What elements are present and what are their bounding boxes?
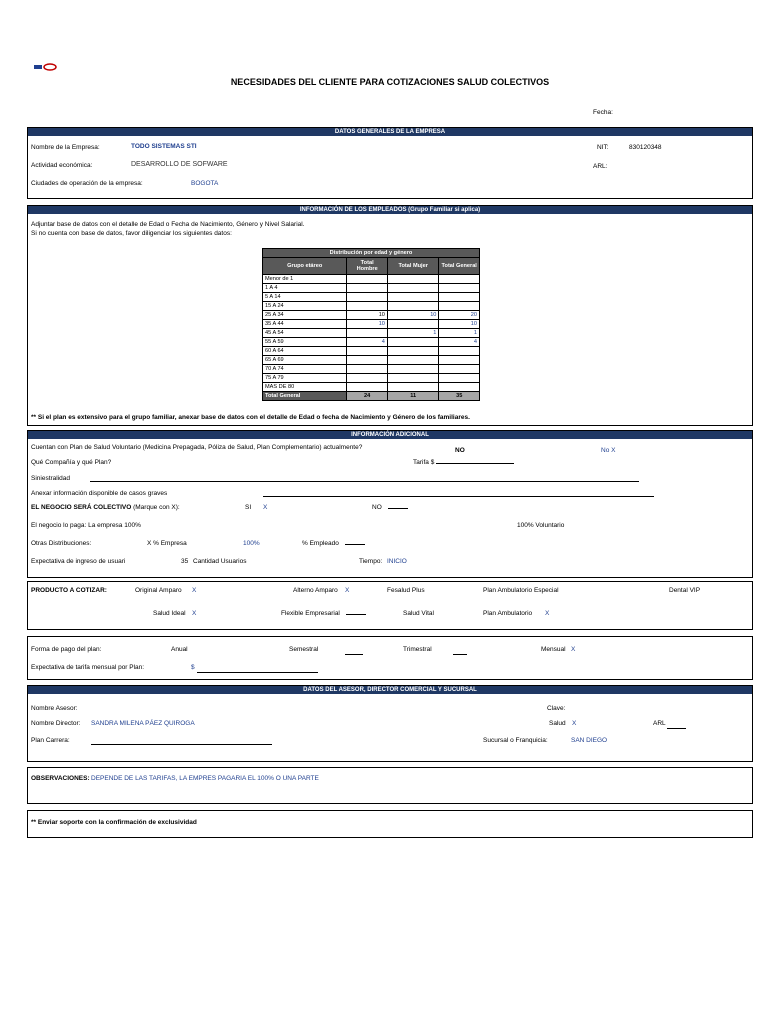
- table-row: [263, 383, 480, 392]
- observaciones-label: OBSERVACIONES:: [31, 775, 90, 782]
- asesor-header: DATOS DEL ASESOR, DIRECTOR COMERCIAL Y SUCURSAL: [28, 686, 752, 694]
- cantidad-label: Cantidad Usuarios: [193, 558, 247, 565]
- mujer-cell[interactable]: [387, 374, 439, 383]
- ciudades-label: Ciudades de operación de la empresa:: [31, 180, 143, 187]
- si-label: SI: [245, 504, 252, 511]
- grupo-cell: 25 A 34: [263, 311, 347, 320]
- col-grupo: Grupo etáreo: [263, 258, 347, 275]
- no2-label: NO: [372, 504, 382, 511]
- trimestral-label: Trimestral: [403, 646, 432, 653]
- hombre-cell[interactable]: [347, 284, 388, 293]
- asesor-section: [27, 685, 753, 762]
- sucursal-value[interactable]: SAN DIEGO: [571, 737, 608, 744]
- anexar-label: Anexar información disponible de casos graves: [31, 490, 168, 497]
- nit-value[interactable]: 830120348: [629, 144, 662, 151]
- empresa-nombre-value[interactable]: TODO SISTEMAS STI: [131, 143, 197, 150]
- plan-carrera-field[interactable]: [91, 744, 272, 745]
- pct-empleado-field[interactable]: [345, 544, 365, 545]
- anexar-field[interactable]: [263, 496, 654, 497]
- plan-question: Cuentan con Plan de Salud Voluntario (Medicina Prepagada, Póliza de Salud, Plan Complementario) actualmente?: [31, 444, 363, 451]
- mujer-cell[interactable]: [387, 338, 439, 347]
- company-logo: [34, 58, 58, 76]
- director-value[interactable]: SANDRA MILENA PÁEZ QUIROGA: [91, 720, 195, 727]
- actividad-label: Actividad económica:: [31, 162, 93, 169]
- general-cell[interactable]: 4: [439, 338, 480, 347]
- mujer-cell[interactable]: [387, 293, 439, 302]
- table-row: [263, 293, 480, 302]
- salud-x[interactable]: X: [572, 720, 577, 727]
- hombre-cell[interactable]: [347, 293, 388, 302]
- expectativa-label: Expectativa de ingreso de usuari: [31, 558, 126, 565]
- pct-empleado-label: % Empleado: [302, 540, 339, 547]
- pct-empresa-label: X % Empresa: [147, 540, 187, 547]
- no2-field[interactable]: [388, 508, 408, 509]
- table-row: [263, 284, 480, 293]
- hombre-cell[interactable]: [347, 374, 388, 383]
- tiempo-value[interactable]: INICIO: [387, 558, 407, 565]
- general-cell[interactable]: [439, 356, 480, 365]
- adicional-header: INFORMACIÓN ADICIONAL: [28, 431, 752, 439]
- total-general: 35: [439, 392, 480, 401]
- cantidad-num[interactable]: 35: [181, 558, 189, 565]
- empleados-line1: Adjuntar base de datos con el detalle de Edad o Fecha de Nacimiento, Género y Nivel Salarial.: [31, 221, 305, 228]
- mujer-cell[interactable]: [387, 284, 439, 293]
- soporte-section: [27, 810, 753, 838]
- fesalud-plus: Fesalud Plus: [387, 587, 425, 594]
- empresa-nombre-label: Nombre de la Empresa:: [31, 144, 100, 151]
- trimestral-field[interactable]: [453, 654, 467, 655]
- original-x[interactable]: X: [192, 587, 197, 594]
- hombre-cell[interactable]: [347, 302, 388, 311]
- producto-label: PRODUCTO A COTIZAR:: [31, 587, 107, 594]
- observaciones-value[interactable]: DEPENDE DE LAS TARIFAS, LA EMPRES PAGARIA EL 100% O UNA PARTE: [91, 775, 319, 782]
- flexible-label: Flexible Empresarial: [281, 610, 340, 617]
- si-x-value[interactable]: X: [263, 504, 268, 511]
- siniestralidad-label: Siniestralidad: [31, 475, 71, 482]
- grupo-cell: Menor de 1: [263, 275, 347, 284]
- semestral-field[interactable]: [345, 654, 363, 655]
- nit-label: NIT:: [597, 144, 609, 151]
- tiempo-label: Tiempo:: [359, 558, 383, 565]
- general-cell[interactable]: [439, 374, 480, 383]
- mensual-x[interactable]: X: [571, 646, 576, 653]
- clave-label: Clave:: [547, 705, 566, 712]
- distribution-table: [262, 248, 480, 401]
- hombre-cell[interactable]: [347, 383, 388, 392]
- tarifa-mensual-field[interactable]: [197, 672, 318, 673]
- fecha-label: Fecha:: [593, 109, 613, 116]
- hombre-cell[interactable]: [347, 275, 388, 284]
- general-cell[interactable]: 1: [439, 329, 480, 338]
- general-cell[interactable]: [439, 383, 480, 392]
- empleados-line2: Si no cuenta con base de datos, favor diligenciar los siguientes datos:: [31, 230, 232, 237]
- mujer-cell[interactable]: [387, 275, 439, 284]
- empleados-section: [27, 205, 753, 426]
- mujer-cell[interactable]: [387, 347, 439, 356]
- salud-ideal-x[interactable]: X: [192, 610, 197, 617]
- soporte-note: ** Enviar soporte con la confirmación de exclusividad: [31, 819, 197, 826]
- arl-asesor-field[interactable]: [667, 728, 686, 729]
- page-title: NECESIDADES DEL CLIENTE PARA COTIZACIONES SALUD COLECTIVOS: [230, 77, 550, 87]
- table-row: [263, 311, 480, 320]
- ciudades-value[interactable]: BOGOTA: [191, 180, 219, 187]
- hombre-cell[interactable]: 10: [347, 311, 388, 320]
- ambulatorio: Plan Ambulatorio: [483, 610, 533, 617]
- mujer-cell[interactable]: [387, 383, 439, 392]
- flexible-field[interactable]: [346, 614, 366, 615]
- table-row: [263, 338, 480, 347]
- compania-question: Qué Compañía y qué Plan?: [31, 459, 112, 466]
- grupo-cell: 45 A 54: [263, 329, 347, 338]
- arl-asesor-label: ARL: [653, 720, 666, 727]
- adicional-section: [27, 430, 753, 578]
- grupo-cell: 55 A 59: [263, 338, 347, 347]
- producto-section: [27, 581, 753, 630]
- ambulatorio-especial: Plan Ambulatorio Especial: [483, 587, 559, 594]
- grupo-cell: 75 A 79: [263, 374, 347, 383]
- marque-label: (Marque con X):: [133, 504, 180, 511]
- col-general: Total General: [439, 258, 480, 275]
- no-label: NO: [455, 447, 465, 454]
- observaciones-section: [27, 767, 753, 804]
- general-cell[interactable]: [439, 347, 480, 356]
- table-title: Distribución por edad y género: [263, 249, 480, 258]
- table-row: [263, 275, 480, 284]
- mensual-label: Mensual: [541, 646, 566, 653]
- empleados-header: INFORMACIÓN DE LOS EMPLEADOS (Grupo Familiar si aplica): [28, 206, 752, 214]
- general-cell[interactable]: [439, 275, 480, 284]
- table-row: [263, 365, 480, 374]
- grupo-cell: 35 A 44: [263, 320, 347, 329]
- alterno-amparo: Alterno Amparo: [293, 587, 338, 594]
- table-row: [263, 302, 480, 311]
- general-cell[interactable]: 20: [439, 311, 480, 320]
- colectivo-row: [31, 504, 180, 511]
- general-cell[interactable]: [439, 284, 480, 293]
- grupo-cell: 60 A 64: [263, 347, 347, 356]
- ambulatorio-x[interactable]: X: [545, 610, 550, 617]
- plan-carrera-label: Plan Carrera:: [31, 737, 70, 744]
- tarifa-mensual-label: Expectativa de tarifa mensual por Plan:: [31, 664, 145, 671]
- general-cell[interactable]: [439, 302, 480, 311]
- grupo-cell: MAS DE 80: [263, 383, 347, 392]
- pct-empresa-value[interactable]: 100%: [243, 540, 260, 547]
- asesor-label: Nombre Asesor:: [31, 705, 78, 712]
- table-row: [263, 320, 480, 329]
- mujer-cell[interactable]: [387, 356, 439, 365]
- table-row: [263, 374, 480, 383]
- colectivo-label: EL NEGOCIO SERÁ COLECTIVO: [31, 504, 132, 511]
- table-row: [263, 356, 480, 365]
- mujer-cell[interactable]: 1: [387, 329, 439, 338]
- tarifa-field[interactable]: [436, 463, 514, 464]
- hombre-cell[interactable]: 4: [347, 338, 388, 347]
- arl-label: ARL:: [593, 163, 608, 170]
- mujer-cell[interactable]: [387, 302, 439, 311]
- empresa-header: DATOS GENERALES DE LA EMPRESA: [28, 128, 752, 136]
- flexible-row: [281, 610, 366, 617]
- hombre-cell[interactable]: [347, 329, 388, 338]
- anual-label: Anual: [171, 646, 188, 653]
- siniestralidad-field[interactable]: [90, 481, 639, 482]
- voluntario-label: 100% Voluntario: [517, 522, 565, 529]
- mujer-cell[interactable]: 10: [387, 311, 439, 320]
- sucursal-label: Sucursal o Franquicia:: [483, 737, 548, 744]
- otras-label: Otras Distribuciones:: [31, 540, 92, 547]
- forma-pago-label: Forma de pago del plan:: [31, 646, 102, 653]
- total-label: Total General: [263, 392, 347, 401]
- original-amparo: Original Amparo: [135, 587, 182, 594]
- grupo-cell: 5 A 14: [263, 293, 347, 302]
- actividad-value[interactable]: DESARROLLO DE SOFWARE: [131, 161, 228, 168]
- total-hombre: 24: [347, 392, 388, 401]
- mujer-cell[interactable]: [387, 320, 439, 329]
- tarifa-text: Tarifa $: [413, 459, 435, 466]
- tarifa-label: [413, 459, 514, 466]
- pct-empleado-row: [302, 540, 365, 547]
- col-mujer: Total Mujer: [387, 258, 439, 275]
- salud-vital: Salud Vital: [403, 610, 434, 617]
- hombre-cell[interactable]: 10: [347, 320, 388, 329]
- col-hombre: Total Hombre: [347, 258, 388, 275]
- hombre-cell[interactable]: [347, 365, 388, 374]
- pago-section: [27, 636, 753, 680]
- grupo-cell: 1 A 4: [263, 284, 347, 293]
- salud-ideal: Salud Ideal: [153, 610, 186, 617]
- hombre-cell[interactable]: [347, 347, 388, 356]
- director-label: Nombre Director:: [31, 720, 81, 727]
- table-row: [263, 329, 480, 338]
- grupo-cell: 15 A 24: [263, 302, 347, 311]
- empresa-section: [27, 127, 753, 199]
- total-mujer: 11: [387, 392, 439, 401]
- no2-row: [372, 504, 408, 511]
- grupo-cell: 65 A 69: [263, 356, 347, 365]
- general-cell[interactable]: [439, 293, 480, 302]
- table-row: [263, 347, 480, 356]
- hombre-cell[interactable]: [347, 356, 388, 365]
- grupo-cell: 70 A 74: [263, 365, 347, 374]
- general-cell[interactable]: 10: [439, 320, 480, 329]
- general-cell[interactable]: [439, 365, 480, 374]
- no-x-value[interactable]: No X: [601, 447, 616, 454]
- salud-label: Salud: [549, 720, 566, 727]
- paga-label: El negocio lo paga: La empresa 100%: [31, 522, 141, 529]
- empleados-note: ** Si el plan es extensivo para el grupo familiar, anexar base de datos con el detalle de Edad o fecha de Nacimiento y Género de los familiares.: [31, 414, 470, 421]
- mujer-cell[interactable]: [387, 365, 439, 374]
- tarifa-mensual-sign: $: [191, 664, 195, 671]
- dental-vip: Dental VIP: [669, 587, 701, 594]
- alterno-x[interactable]: X: [345, 587, 350, 594]
- semestral-label: Semestral: [289, 646, 319, 653]
